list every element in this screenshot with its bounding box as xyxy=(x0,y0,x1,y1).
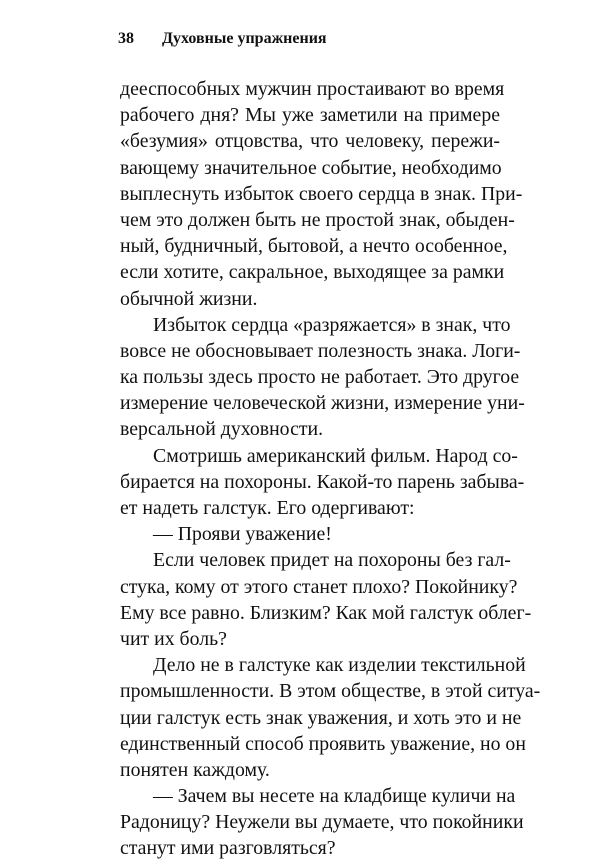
text-line: ции галстук есть знак уважения, и хоть это и не xyxy=(120,706,522,729)
text-line: станут ими разговляться? xyxy=(120,837,336,860)
page-number: 38 xyxy=(118,30,134,47)
text-line: дееспособных мужчин простаивают во время xyxy=(120,78,505,100)
text-line: рабочего дня? Мы уже заметили на примере xyxy=(120,104,500,127)
text-line: стука, кому от этого станет плохо? Покойнику? xyxy=(120,575,518,598)
text-line: чем это должен быть не простой знак, обыден- xyxy=(120,208,515,231)
text-line: вовсе не обосновывает полезность знака. Логи- xyxy=(120,339,521,362)
text-line: — Зачем вы несете на кладбище куличи на xyxy=(153,785,516,808)
text-line: вающему значительное событие, необходимо xyxy=(120,156,502,179)
text-line: измерение человеческой жизни, измерение уни- xyxy=(120,392,525,415)
text-line: Если человек придет на похороны без гал- xyxy=(153,549,511,572)
text-line: версальной духовности. xyxy=(120,418,324,441)
running-title: Духовные упражнения xyxy=(162,30,327,47)
text-line: Дело не в галстуке как изделии текстильной xyxy=(153,654,526,677)
text-line: ка пользы здесь просто не работает. Это другое xyxy=(120,366,520,389)
text-line: ный, будничный, бытовой, а нечто особенное, xyxy=(120,235,508,258)
text-line: чит их боль? xyxy=(120,627,227,650)
text-line: бирается на похороны. Какой-то парень забыва- xyxy=(120,470,525,493)
text-line: «безумия» отцовства, что человеку, пережи- xyxy=(120,130,500,153)
text-line: обычной жизни. xyxy=(120,287,258,310)
running-header xyxy=(118,30,327,48)
text-line: ет надеть галстук. Его одергивают: xyxy=(120,497,415,519)
text-line: Ему все равно. Близким? Как мой галстук облег- xyxy=(120,601,532,624)
text-line: Смотришь американский фильм. Народ со- xyxy=(153,444,518,467)
body-text xyxy=(120,76,541,862)
text-line: понятен каждому. xyxy=(120,758,270,781)
text-line: промышленности. В этом обществе, в этой ситуа- xyxy=(120,680,541,703)
text-line: Радоницу? Неужели вы думаете, что покойники xyxy=(120,811,524,834)
text-line: Избыток сердца «разряжается» в знак, что xyxy=(153,313,511,336)
text-line: — Прояви уважение! xyxy=(153,523,332,546)
text-line: единственный способ проявить уважение, но он xyxy=(120,732,526,755)
text-line: если хотите, сакральное, выходящее за рамки xyxy=(120,261,505,284)
text-line: выплеснуть избыток своего сердца в знак. При- xyxy=(120,182,523,205)
